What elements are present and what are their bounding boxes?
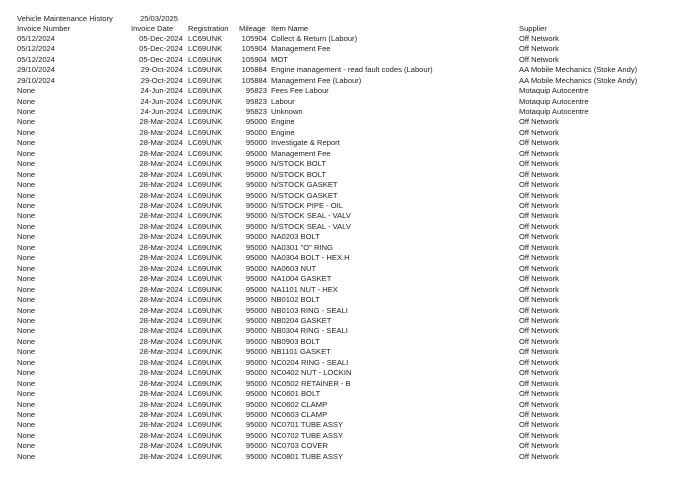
cell-item-name: NC0701 TUBE ASSY: [271, 420, 344, 430]
cell-invoice-number: 29/10/2024: [17, 65, 56, 75]
cell-invoice-date: 28-Mar-2024: [139, 263, 183, 273]
cell-registration: LC69UNK: [188, 180, 223, 190]
cell-mileage: 105904: [241, 44, 267, 54]
cell-registration: LC69UNK: [188, 127, 223, 137]
cell-item-name: NB0903 BOLT: [271, 336, 320, 346]
cell-item-name: N/STOCK BOLT: [271, 159, 326, 169]
table-row: [0, 149, 680, 159]
cell-supplier: Off Network: [519, 221, 559, 231]
cell-supplier: Off Network: [519, 315, 559, 325]
cell-supplier: Off Network: [519, 242, 559, 252]
table-row: [0, 431, 680, 441]
col-registration: Registration: [188, 23, 229, 33]
cell-item-name: N/STOCK GASKET: [271, 180, 338, 190]
cell-mileage: 95000: [245, 347, 267, 357]
cell-invoice-date: 05-Dec-2024: [139, 33, 183, 43]
cell-invoice-number: None: [17, 242, 36, 252]
cell-invoice-number: None: [17, 274, 36, 284]
cell-invoice-date: 28-Mar-2024: [139, 347, 183, 357]
cell-registration: LC69UNK: [188, 389, 223, 399]
cell-mileage: 105904: [241, 33, 267, 43]
cell-invoice-number: None: [17, 368, 36, 378]
cell-registration: LC69UNK: [188, 253, 223, 263]
cell-invoice-number: None: [17, 410, 36, 419]
cell-registration: LC69UNK: [188, 263, 223, 273]
table-row: [0, 97, 680, 107]
cell-mileage: 95000: [245, 410, 267, 419]
cell-supplier: Off Network: [519, 347, 559, 357]
cell-invoice-number: None: [17, 211, 36, 221]
cell-supplier: Off Network: [519, 399, 559, 409]
cell-supplier: Off Network: [519, 410, 559, 419]
table-row: [0, 400, 680, 410]
cell-item-name: N/STOCK GASKET: [271, 190, 338, 200]
cell-registration: LC69UNK: [188, 357, 223, 367]
cell-invoice-number: None: [17, 399, 36, 409]
cell-item-name: Engine: [271, 117, 295, 127]
cell-invoice-date: 28-Mar-2024: [139, 201, 183, 210]
cell-mileage: 95000: [245, 190, 267, 200]
cell-item-name: Management Fee: [271, 148, 331, 158]
cell-mileage: 95000: [245, 284, 267, 294]
col-item-name: Item Name: [271, 23, 309, 33]
cell-registration: LC69UNK: [188, 410, 223, 419]
cell-mileage: 95000: [245, 305, 267, 315]
cell-item-name: N/STOCK SEAL - VALV: [271, 211, 351, 221]
cell-supplier: Off Network: [519, 117, 559, 127]
cell-invoice-number: 05/12/2024: [17, 33, 56, 43]
cell-registration: LC69UNK: [188, 336, 223, 346]
cell-mileage: 95000: [245, 221, 267, 231]
cell-supplier: Off Network: [519, 368, 559, 378]
cell-registration: LC69UNK: [188, 420, 223, 430]
cell-supplier: Off Network: [519, 451, 559, 461]
cell-registration: LC69UNK: [188, 441, 223, 451]
cell-mileage: 95823: [245, 96, 267, 106]
table-row: [0, 201, 680, 211]
cell-item-name: NB0304 RING - SEALI: [271, 326, 348, 336]
cell-invoice-number: None: [17, 190, 36, 200]
cell-invoice-number: None: [17, 284, 36, 294]
cell-item-name: Management Fee (Labour): [271, 75, 362, 85]
cell-invoice-date: 28-Mar-2024: [139, 242, 183, 252]
cell-supplier: Off Network: [519, 169, 559, 179]
cell-item-name: Engine management - read fault codes (Labour): [271, 65, 433, 75]
cell-supplier: Off Network: [519, 127, 559, 137]
cell-supplier: Off Network: [519, 253, 559, 263]
table-row: [0, 389, 680, 399]
cell-invoice-date: 28-Mar-2024: [139, 211, 183, 221]
cell-invoice-date: 28-Mar-2024: [139, 169, 183, 179]
cell-invoice-number: 05/12/2024: [17, 54, 56, 64]
cell-supplier: Off Network: [519, 148, 559, 158]
cell-item-name: NA0203 BOLT: [271, 232, 320, 242]
table-row: [0, 358, 680, 368]
table-row: [0, 128, 680, 138]
table-row: [0, 316, 680, 326]
cell-registration: LC69UNK: [188, 190, 223, 200]
cell-supplier: Off Network: [519, 430, 559, 440]
cell-invoice-date: 28-Mar-2024: [139, 295, 183, 305]
cell-supplier: Off Network: [519, 138, 559, 148]
cell-mileage: 95000: [245, 211, 267, 221]
cell-invoice-number: None: [17, 169, 36, 179]
table-row: [0, 410, 680, 420]
report-header: [17, 14, 179, 23]
cell-invoice-date: 28-Mar-2024: [139, 232, 183, 242]
cell-item-name: Labour: [271, 96, 295, 106]
cell-supplier: Motaquip Autocentre: [519, 86, 589, 96]
cell-supplier: Off Network: [519, 357, 559, 367]
cell-invoice-date: 05-Dec-2024: [139, 54, 183, 64]
cell-item-name: NA0304 BOLT - HEX.H: [271, 253, 350, 263]
table-row: [0, 420, 680, 430]
cell-registration: LC69UNK: [188, 65, 223, 75]
table-row: [0, 347, 680, 357]
cell-invoice-number: None: [17, 378, 36, 388]
cell-invoice-number: None: [17, 347, 36, 357]
cell-invoice-number: None: [17, 232, 36, 242]
cell-supplier: Off Network: [519, 305, 559, 315]
cell-item-name: Unknown: [271, 106, 303, 116]
cell-invoice-date: 28-Mar-2024: [139, 253, 183, 263]
table-row: [0, 337, 680, 347]
cell-item-name: Fees Fee Labour: [271, 86, 329, 96]
cell-mileage: 105884: [241, 75, 267, 85]
cell-invoice-number: None: [17, 305, 36, 315]
table-row: [0, 441, 680, 451]
cell-invoice-number: None: [17, 221, 36, 231]
cell-item-name: NC0702 TUBE ASSY: [271, 430, 344, 440]
cell-item-name: NB0102 BOLT: [271, 295, 320, 305]
cell-registration: LC69UNK: [188, 96, 223, 106]
cell-supplier: Off Network: [519, 284, 559, 294]
cell-invoice-number: None: [17, 263, 36, 273]
cell-invoice-number: None: [17, 148, 36, 158]
cell-supplier: Motaquip Autocentre: [519, 96, 589, 106]
table-row: [0, 232, 680, 242]
cell-invoice-date: 05-Dec-2024: [139, 44, 183, 54]
cell-mileage: 95000: [245, 169, 267, 179]
cell-mileage: 95000: [245, 336, 267, 346]
cell-mileage: 105904: [241, 54, 267, 64]
cell-item-name: NB0204 GASKET: [271, 315, 332, 325]
cell-item-name: N/STOCK PIPE - OIL: [271, 201, 344, 210]
cell-mileage: 95823: [245, 86, 267, 96]
cell-supplier: Off Network: [519, 274, 559, 284]
cell-invoice-date: 29-Oct-2024: [140, 75, 183, 85]
table-row: [0, 180, 680, 190]
cell-invoice-number: None: [17, 336, 36, 346]
table-row: [0, 86, 680, 96]
cell-registration: LC69UNK: [188, 33, 223, 43]
col-invoice-number: Invoice Number: [17, 23, 71, 33]
cell-mileage: 95000: [245, 399, 267, 409]
col-supplier: Supplier: [519, 23, 547, 33]
table-row: [0, 222, 680, 232]
cell-supplier: Off Network: [519, 232, 559, 242]
cell-registration: LC69UNK: [188, 211, 223, 221]
cell-item-name: NC0602 CLAMP: [271, 399, 328, 409]
cell-invoice-number: None: [17, 315, 36, 325]
cell-mileage: 95000: [245, 263, 267, 273]
cell-mileage: 95000: [245, 368, 267, 378]
cell-supplier: Off Network: [519, 201, 559, 210]
cell-item-name: NC0502 RETAINER - B: [271, 378, 351, 388]
cell-mileage: 95000: [245, 441, 267, 451]
cell-registration: LC69UNK: [188, 106, 223, 116]
report-date: 25/03/2025: [140, 14, 179, 23]
table-row: [0, 326, 680, 336]
cell-mileage: 95000: [245, 357, 267, 367]
cell-mileage: 95000: [245, 180, 267, 190]
cell-invoice-date: 28-Mar-2024: [139, 117, 183, 127]
cell-invoice-date: 24-Jun-2024: [140, 96, 183, 106]
cell-registration: LC69UNK: [188, 242, 223, 252]
cell-invoice-number: None: [17, 117, 36, 127]
cell-invoice-date: 24-Jun-2024: [140, 106, 183, 116]
cell-registration: LC69UNK: [188, 159, 223, 169]
cell-mileage: 95000: [245, 326, 267, 336]
cell-registration: LC69UNK: [188, 430, 223, 440]
cell-supplier: Off Network: [519, 180, 559, 190]
cell-registration: LC69UNK: [188, 54, 223, 64]
cell-supplier: Off Network: [519, 420, 559, 430]
cell-item-name: NA1004 GASKET: [271, 274, 332, 284]
cell-registration: LC69UNK: [188, 232, 223, 242]
cell-registration: LC69UNK: [188, 44, 223, 54]
table-row: [0, 191, 680, 201]
table-row: [0, 274, 680, 284]
cell-registration: LC69UNK: [188, 378, 223, 388]
cell-item-name: NC0402 NUT - LOCKIN: [271, 368, 352, 378]
column-header-row: [0, 24, 680, 34]
cell-registration: LC69UNK: [188, 305, 223, 315]
cell-registration: LC69UNK: [188, 315, 223, 325]
cell-mileage: 95000: [245, 430, 267, 440]
cell-mileage: 95000: [245, 127, 267, 137]
cell-invoice-date: 28-Mar-2024: [139, 378, 183, 388]
cell-item-name: NC0801 TUBE ASSY: [271, 451, 344, 461]
cell-invoice-date: 28-Mar-2024: [139, 127, 183, 137]
cell-invoice-date: 28-Mar-2024: [139, 180, 183, 190]
table-row: [0, 253, 680, 263]
cell-invoice-number: None: [17, 357, 36, 367]
cell-invoice-date: 28-Mar-2024: [139, 451, 183, 461]
cell-invoice-number: None: [17, 295, 36, 305]
table-row: [0, 306, 680, 316]
cell-invoice-number: None: [17, 127, 36, 137]
table-row: [0, 138, 680, 148]
cell-mileage: 95000: [245, 451, 267, 461]
cell-supplier: Off Network: [519, 326, 559, 336]
table-row: [0, 117, 680, 127]
cell-registration: LC69UNK: [188, 148, 223, 158]
table-row: [0, 44, 680, 54]
cell-supplier: Off Network: [519, 33, 559, 43]
cell-mileage: 95000: [245, 242, 267, 252]
cell-supplier: Off Network: [519, 211, 559, 221]
cell-mileage: 95000: [245, 295, 267, 305]
cell-supplier: Off Network: [519, 336, 559, 346]
table-row: [0, 285, 680, 295]
cell-supplier: Off Network: [519, 441, 559, 451]
cell-registration: LC69UNK: [188, 274, 223, 284]
table-row: [0, 55, 680, 65]
cell-supplier: Off Network: [519, 389, 559, 399]
cell-registration: LC69UNK: [188, 117, 223, 127]
cell-registration: LC69UNK: [188, 284, 223, 294]
cell-item-name: NA0603 NUT: [271, 263, 317, 273]
cell-invoice-date: 29-Oct-2024: [140, 65, 183, 75]
cell-item-name: N/STOCK SEAL - VALV: [271, 221, 351, 231]
cell-supplier: Off Network: [519, 44, 559, 54]
cell-invoice-date: 28-Mar-2024: [139, 315, 183, 325]
cell-invoice-number: None: [17, 389, 36, 399]
table-row: [0, 76, 680, 86]
cell-mileage: 95000: [245, 315, 267, 325]
table-row: [0, 264, 680, 274]
cell-invoice-date: 28-Mar-2024: [139, 357, 183, 367]
cell-mileage: 95000: [245, 201, 267, 210]
cell-invoice-date: 28-Mar-2024: [139, 389, 183, 399]
cell-item-name: NC0703 COVER: [271, 441, 328, 451]
cell-invoice-date: 28-Mar-2024: [139, 138, 183, 148]
cell-invoice-date: 28-Mar-2024: [139, 190, 183, 200]
cell-invoice-date: 28-Mar-2024: [139, 148, 183, 158]
cell-registration: LC69UNK: [188, 138, 223, 148]
cell-invoice-number: None: [17, 96, 36, 106]
cell-registration: LC69UNK: [188, 221, 223, 231]
col-invoice-date: Invoice Date: [131, 23, 174, 33]
cell-supplier: AA Mobile Mechanics (Stoke Andy): [519, 65, 638, 75]
cell-invoice-number: 05/12/2024: [17, 44, 56, 54]
cell-supplier: Off Network: [519, 378, 559, 388]
cell-supplier: Off Network: [519, 159, 559, 169]
cell-mileage: 95000: [245, 232, 267, 242]
table-row: [0, 211, 680, 221]
cell-invoice-date: 28-Mar-2024: [139, 274, 183, 284]
table-row: [0, 159, 680, 169]
cell-invoice-date: 28-Mar-2024: [139, 159, 183, 169]
table-row: [0, 452, 680, 462]
cell-item-name: Collect & Return (Labour): [271, 33, 358, 43]
cell-invoice-number: None: [17, 159, 36, 169]
cell-invoice-number: None: [17, 180, 36, 190]
cell-mileage: 95000: [245, 148, 267, 158]
cell-mileage: 95823: [245, 106, 267, 116]
table-row: [0, 34, 680, 44]
cell-invoice-date: 28-Mar-2024: [139, 336, 183, 346]
cell-registration: LC69UNK: [188, 75, 223, 85]
cell-item-name: NB1101 GASKET: [271, 347, 331, 357]
cell-supplier: Off Network: [519, 295, 559, 305]
cell-invoice-number: None: [17, 326, 36, 336]
cell-item-name: NC0601 BOLT: [271, 389, 321, 399]
cell-invoice-number: None: [17, 138, 36, 148]
cell-invoice-date: 28-Mar-2024: [139, 420, 183, 430]
table-row: [0, 65, 680, 75]
cell-item-name: Engine: [271, 127, 295, 137]
cell-item-name: NC0603 CLAMP: [271, 410, 328, 419]
cell-item-name: MOT: [271, 54, 288, 64]
cell-mileage: 95000: [245, 378, 267, 388]
col-mileage: Mileage: [239, 23, 266, 33]
cell-supplier: Off Network: [519, 54, 559, 64]
cell-item-name: Management Fee: [271, 44, 331, 54]
cell-mileage: 95000: [245, 389, 267, 399]
report-title: Vehicle Maintenance History: [17, 14, 113, 23]
cell-invoice-date: 28-Mar-2024: [139, 221, 183, 231]
cell-invoice-number: None: [17, 430, 36, 440]
table-row: [0, 368, 680, 378]
cell-registration: LC69UNK: [188, 347, 223, 357]
cell-registration: LC69UNK: [188, 169, 223, 179]
cell-invoice-date: 28-Mar-2024: [139, 399, 183, 409]
cell-invoice-date: 28-Mar-2024: [139, 410, 183, 419]
cell-invoice-date: 28-Mar-2024: [139, 284, 183, 294]
cell-supplier: Motaquip Autocentre: [519, 106, 589, 116]
cell-item-name: NA0301 "O" RING: [271, 242, 333, 252]
cell-invoice-date: 28-Mar-2024: [139, 430, 183, 440]
cell-invoice-number: None: [17, 106, 36, 116]
cell-invoice-number: None: [17, 86, 36, 96]
cell-mileage: 95000: [245, 274, 267, 284]
cell-supplier: Off Network: [519, 190, 559, 200]
cell-invoice-number: None: [17, 451, 36, 461]
cell-registration: LC69UNK: [188, 399, 223, 409]
cell-invoice-date: 28-Mar-2024: [139, 326, 183, 336]
cell-item-name: N/STOCK BOLT: [271, 169, 326, 179]
cell-registration: LC69UNK: [188, 451, 223, 461]
cell-supplier: AA Mobile Mechanics (Stoke Andy): [519, 75, 638, 85]
cell-item-name: NC0204 RING - SEALI: [271, 357, 349, 367]
cell-invoice-number: None: [17, 253, 36, 263]
cell-invoice-number: None: [17, 201, 36, 210]
cell-registration: LC69UNK: [188, 86, 223, 96]
cell-mileage: 95000: [245, 159, 267, 169]
table-row: [0, 170, 680, 180]
cell-invoice-date: 28-Mar-2024: [139, 305, 183, 315]
cell-registration: LC69UNK: [188, 368, 223, 378]
table-row: [0, 243, 680, 253]
cell-invoice-number: None: [17, 420, 36, 430]
cell-invoice-date: 28-Mar-2024: [139, 441, 183, 451]
cell-item-name: Investigate & Report: [271, 138, 340, 148]
cell-invoice-date: 28-Mar-2024: [139, 368, 183, 378]
cell-mileage: 95000: [245, 253, 267, 263]
cell-invoice-number: None: [17, 441, 36, 451]
cell-registration: LC69UNK: [188, 295, 223, 305]
cell-mileage: 95000: [245, 420, 267, 430]
table-row: [0, 379, 680, 389]
cell-invoice-date: 24-Jun-2024: [140, 86, 183, 96]
table-row: [0, 295, 680, 305]
cell-item-name: NB0103 RING - SEALI: [271, 305, 348, 315]
cell-supplier: Off Network: [519, 263, 559, 273]
cell-registration: LC69UNK: [188, 326, 223, 336]
cell-mileage: 95000: [245, 138, 267, 148]
cell-mileage: 95000: [245, 117, 267, 127]
cell-item-name: NA1101 NUT - HEX: [271, 284, 338, 294]
cell-invoice-number: 29/10/2024: [17, 75, 56, 85]
cell-mileage: 105884: [241, 65, 267, 75]
cell-registration: LC69UNK: [188, 201, 223, 210]
table-row: [0, 107, 680, 117]
